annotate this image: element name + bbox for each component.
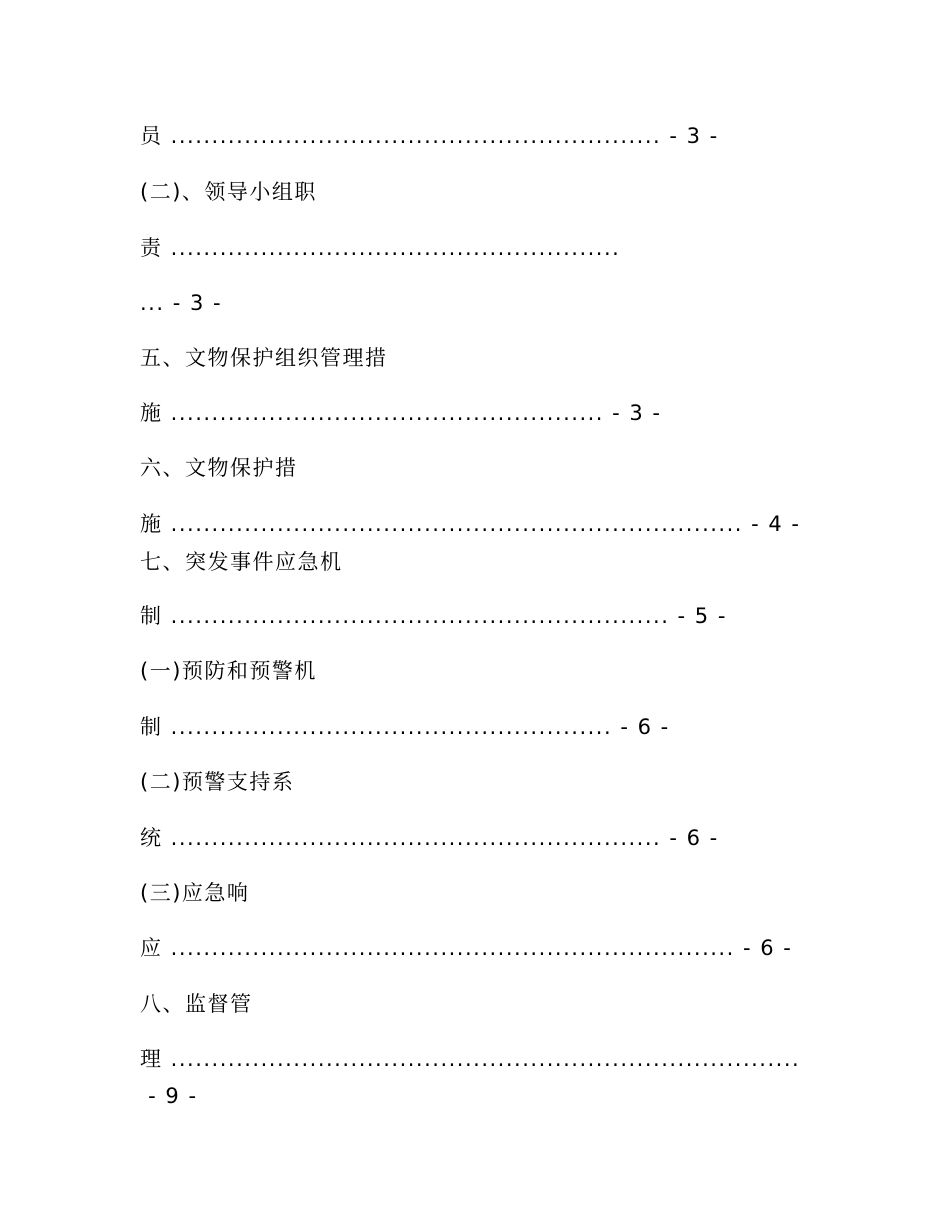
toc-line-9: 七、突发事件应急机 bbox=[140, 550, 343, 574]
toc-line-16: 应 ..................................................................... - 6 - bbox=[140, 936, 793, 960]
toc-line-19: - 9 - bbox=[140, 1084, 198, 1108]
toc-line-7: 六、文物保护措 bbox=[140, 456, 298, 480]
toc-line-14: 统 ............................................................ - 6 - bbox=[140, 826, 719, 850]
toc-line-10: 制 ............................................................. - 5 - bbox=[140, 604, 727, 628]
toc-line-15: (三)应急响 bbox=[140, 881, 250, 905]
toc-line-4: ... - 3 - bbox=[140, 291, 223, 315]
toc-line-8: 施 ...................................................................... - 4 - bbox=[140, 512, 801, 536]
toc-line-5: 五、文物保护组织管理措 bbox=[140, 346, 388, 370]
toc-line-3: 责 ....................................................... bbox=[140, 236, 621, 260]
toc-line-13: (二)预警支持系 bbox=[140, 770, 295, 794]
toc-line-1: 员 ............................................................ - 3 - bbox=[140, 124, 719, 148]
toc-line-18: 理 ............................................................................. bbox=[140, 1047, 801, 1071]
toc-line-2: (二)、领导小组职 bbox=[140, 180, 317, 204]
toc-line-11: (一)预防和预警机 bbox=[140, 659, 317, 683]
toc-line-17: 八、监督管 bbox=[140, 992, 253, 1016]
toc-line-6: 施 ..................................................... - 3 - bbox=[140, 401, 662, 425]
toc-line-12: 制 ...................................................... - 6 - bbox=[140, 715, 670, 739]
